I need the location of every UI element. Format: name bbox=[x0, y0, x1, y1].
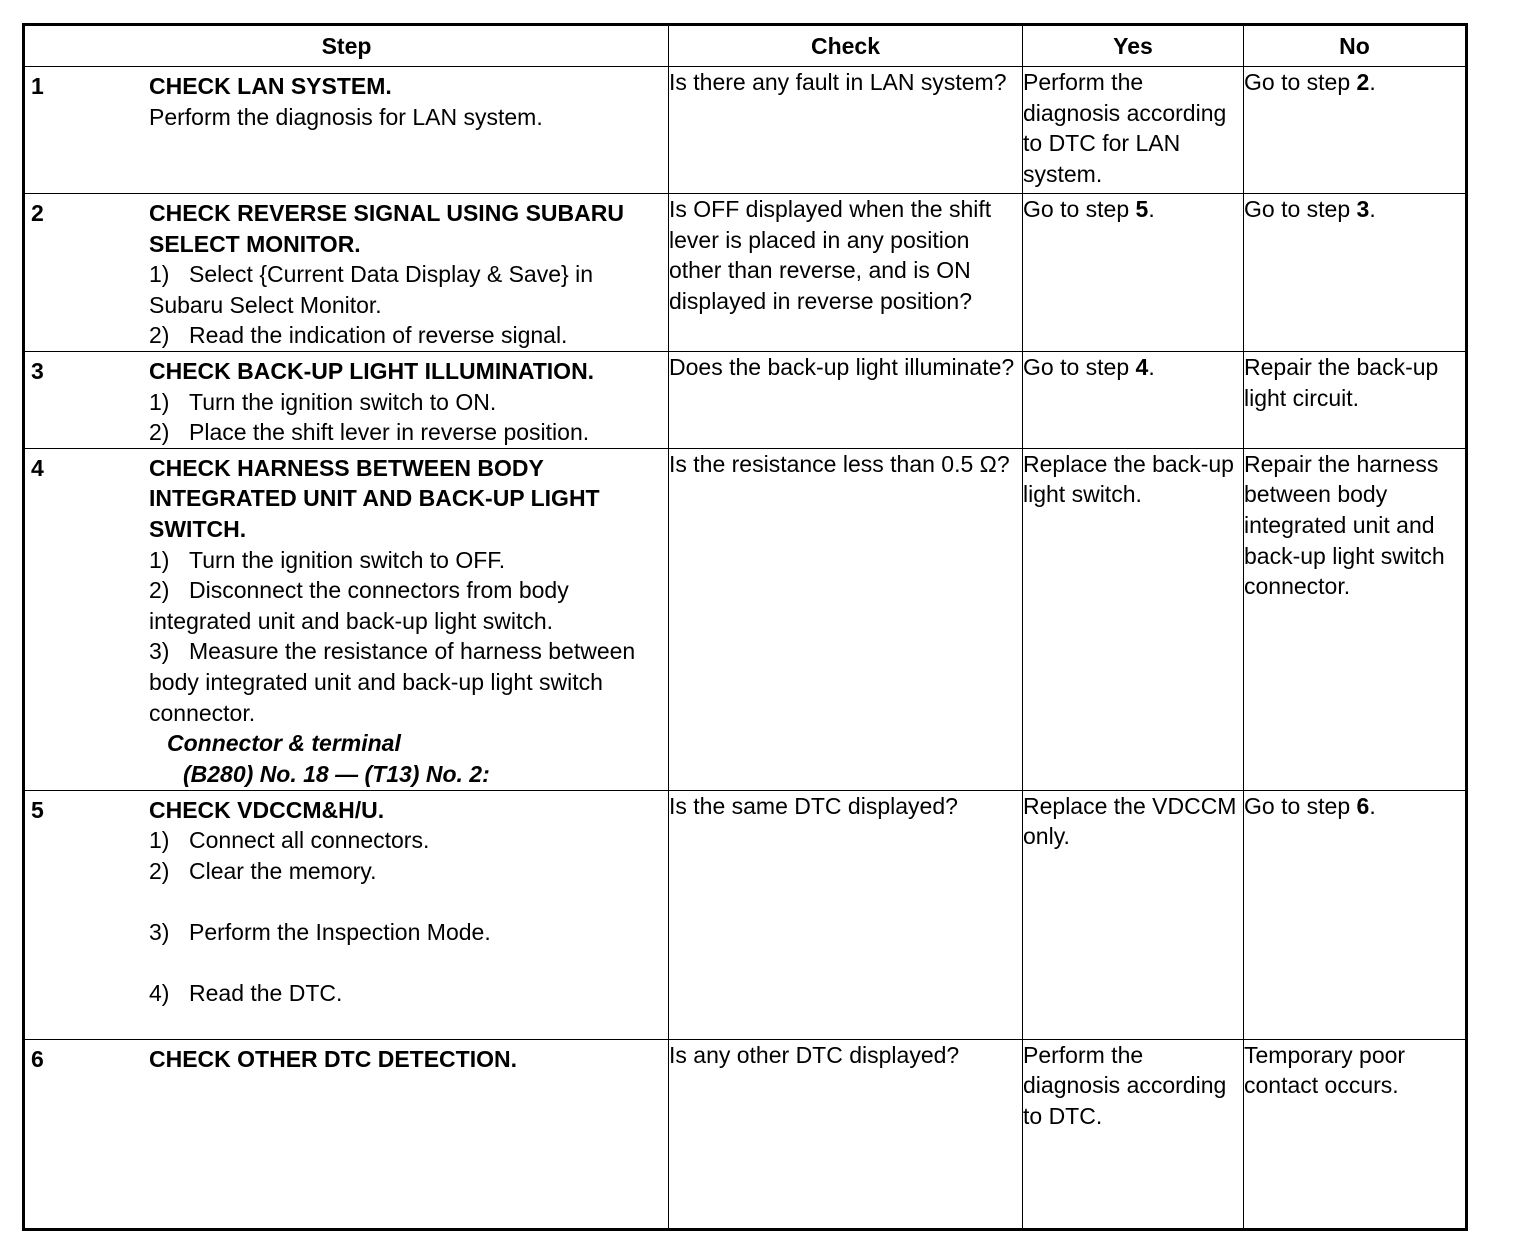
substep-text: Read the indication of reverse signal. bbox=[189, 322, 568, 349]
substep-index: 2) bbox=[149, 857, 170, 884]
header-yes: Yes bbox=[1023, 25, 1244, 67]
header-no: No bbox=[1244, 25, 1467, 67]
yes-text-end: . bbox=[1148, 354, 1155, 380]
no-cell: Repair the harness between body integrated unit and back-up light switch connector. bbox=[1244, 448, 1467, 790]
substep bbox=[149, 636, 664, 728]
substep-index: 4) bbox=[149, 980, 170, 1007]
substep bbox=[149, 825, 664, 856]
substep-text: Turn the ignition switch to OFF. bbox=[189, 546, 506, 573]
no-step-ref: 6 bbox=[1356, 792, 1370, 819]
no-cell: Temporary poor contact occurs. bbox=[1244, 1039, 1467, 1229]
step-title: CHECK HARNESS BETWEEN BODY INTEGRATED UNIT AND BACK-UP LIGHT SWITCH. bbox=[149, 454, 600, 542]
no-cell bbox=[1244, 194, 1467, 352]
yes-cell: Replace the back-up light switch. bbox=[1023, 448, 1244, 790]
substep-index: 3) bbox=[149, 638, 170, 665]
yes-step-ref: 5 bbox=[1135, 196, 1149, 222]
yes-text: Go to step bbox=[1023, 354, 1136, 380]
yes-cell bbox=[1023, 194, 1244, 352]
step-title: CHECK REVERSE SIGNAL USING SUBARU SELECT MONITOR. bbox=[149, 200, 624, 257]
check-cell: Is the same DTC displayed? bbox=[669, 790, 1023, 1039]
header-step: Step bbox=[24, 25, 669, 67]
check-cell: Is there any fault in LAN system? bbox=[669, 67, 1023, 194]
substep-index: 2) bbox=[149, 322, 170, 349]
step-title: CHECK BACK-UP LIGHT ILLUMINATION. bbox=[149, 358, 595, 384]
step-number: 5 bbox=[31, 796, 44, 823]
substep bbox=[149, 856, 664, 887]
no-cell bbox=[1244, 67, 1467, 194]
no-text: Go to step bbox=[1244, 69, 1357, 95]
step-number: 1 bbox=[31, 73, 44, 99]
substep-index: 1) bbox=[149, 827, 170, 854]
connector-value: (B280) No. 18 — (T13) No. 2: bbox=[183, 760, 490, 787]
no-cell: Repair the back-up light circuit. bbox=[1244, 352, 1467, 449]
step-title: CHECK LAN SYSTEM. bbox=[149, 73, 392, 99]
yes-text-end: . bbox=[1148, 196, 1155, 222]
check-cell: Is any other DTC displayed? bbox=[669, 1039, 1023, 1229]
step-title: CHECK VDCCM&H/U. bbox=[149, 796, 385, 823]
no-text-end: . bbox=[1369, 792, 1376, 819]
yes-cell: Perform the diagnosis according to DTC for LAN system. bbox=[1023, 67, 1244, 194]
substep-index: 1) bbox=[149, 546, 170, 573]
step-cell bbox=[24, 448, 669, 790]
table-row bbox=[24, 790, 1467, 1039]
table-row bbox=[24, 1039, 1467, 1229]
table-row bbox=[24, 352, 1467, 449]
step-number: 4 bbox=[31, 454, 44, 481]
substep-text: Perform the Inspection Mode. bbox=[189, 919, 491, 946]
check-cell: Does the back-up light illuminate? bbox=[669, 352, 1023, 449]
step-cell bbox=[24, 194, 669, 352]
no-text-end: . bbox=[1369, 69, 1376, 95]
connector-label: Connector & terminal bbox=[167, 730, 401, 757]
no-step-ref: 3 bbox=[1356, 196, 1370, 222]
substep bbox=[149, 320, 664, 351]
step-number: 2 bbox=[31, 200, 44, 226]
no-text: Go to step bbox=[1244, 196, 1357, 222]
substep-index: 1) bbox=[149, 261, 170, 288]
spacer bbox=[149, 887, 664, 918]
spacer bbox=[149, 948, 664, 979]
yes-text: Go to step bbox=[1023, 196, 1136, 222]
header-check: Check bbox=[669, 25, 1023, 67]
step-title: CHECK OTHER DTC DETECTION. bbox=[149, 1045, 517, 1072]
check-cell: Is OFF displayed when the shift lever is placed in any position other than reverse, and is ON displayed in reverse position? bbox=[669, 194, 1023, 352]
step-number: 3 bbox=[31, 358, 44, 384]
substep bbox=[149, 978, 664, 1009]
substep bbox=[149, 917, 664, 948]
substep-index: 3) bbox=[149, 919, 170, 946]
no-text: Go to step bbox=[1244, 792, 1357, 819]
step-cell bbox=[24, 67, 669, 194]
substep-text: Read the DTC. bbox=[189, 980, 343, 1007]
yes-step-ref: 4 bbox=[1135, 354, 1149, 380]
substep-text: Disconnect the connectors from body integrated unit and back-up light switch. bbox=[149, 577, 569, 634]
substep bbox=[149, 387, 664, 418]
step-cell bbox=[24, 1039, 669, 1229]
substep bbox=[149, 575, 664, 636]
check-cell: Is the resistance less than 0.5 Ω? bbox=[669, 448, 1023, 790]
step-text: Perform the diagnosis for LAN system. bbox=[149, 103, 543, 130]
substep-text: Connect all connectors. bbox=[189, 827, 430, 854]
no-cell bbox=[1244, 790, 1467, 1039]
substep bbox=[149, 417, 664, 448]
yes-cell: Replace the VDCCM only. bbox=[1023, 790, 1244, 1039]
substep-index: 2) bbox=[149, 419, 170, 446]
step-cell bbox=[24, 790, 669, 1039]
step-number: 6 bbox=[31, 1045, 44, 1072]
header-row bbox=[24, 25, 1467, 67]
substep-index: 1) bbox=[149, 388, 170, 415]
yes-cell: Perform the diagnosis according to DTC. bbox=[1023, 1039, 1244, 1229]
substep-index: 2) bbox=[149, 577, 170, 604]
substep bbox=[149, 259, 664, 320]
substep-text: Measure the resistance of harness between body integrated unit and back-up light switch connector. bbox=[149, 638, 636, 726]
substep bbox=[149, 545, 664, 576]
step-cell bbox=[24, 352, 669, 449]
yes-cell bbox=[1023, 352, 1244, 449]
table-row bbox=[24, 67, 1467, 194]
substep-text: Clear the memory. bbox=[189, 857, 377, 884]
no-step-ref: 2 bbox=[1356, 69, 1370, 95]
table-row bbox=[24, 448, 1467, 790]
diagnosis-table bbox=[22, 23, 1468, 1231]
substep-text: Turn the ignition switch to ON. bbox=[189, 388, 497, 415]
substep-text: Place the shift lever in reverse position. bbox=[189, 419, 590, 446]
no-text-end: . bbox=[1369, 196, 1376, 222]
table-row bbox=[24, 194, 1467, 352]
substep-text: Select {Current Data Display & Save} in Subaru Select Monitor. bbox=[149, 261, 593, 318]
